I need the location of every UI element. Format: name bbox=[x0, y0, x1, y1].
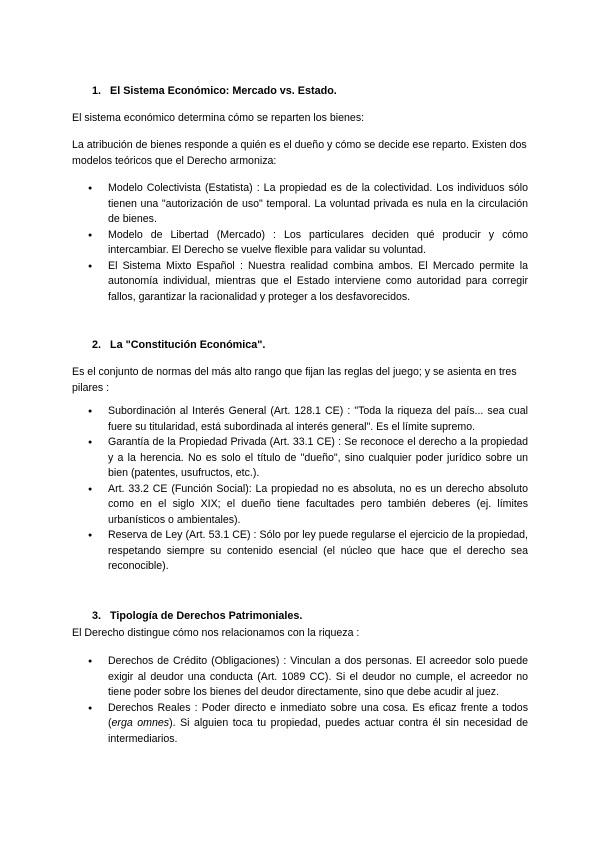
last-bullet-after: ). Si alguien toca tu propiedad, puedes actuar contra él sin necesidad de intermediarios. bbox=[108, 717, 529, 745]
section-1-title: El Sistema Económico: Mercado vs. Estado. bbox=[110, 85, 337, 97]
section-1-intro-1: El sistema económico determina cómo se reparten los bienes: bbox=[72, 112, 365, 124]
list-item: ● Art. 33.2 CE (Función Social): La propiedad no es absoluta, no es un derecho absoluto como en el siglo XIX; el dueño tiene facultades pero también deberes (ej. límites urbanísticos o ambientales). bbox=[0, 482, 528, 529]
list-item: ● Modelo Colectivista (Estatista) : La propiedad es de la colectividad. Los individuos sólo tienen una "autorización de uso" temporal. La voluntad privada es nula en la circulación de bienes. bbox=[0, 181, 528, 228]
section-1-number: 1. bbox=[92, 85, 102, 97]
section-3-number: 3. bbox=[92, 610, 102, 622]
section-2-title: La "Constitución Económica". bbox=[110, 339, 266, 351]
list-item: ● Derechos de Crédito (Obligaciones) : Vinculan a dos personas. El acreedor solo puede exigir al deudor una conducta (Art. 1089 CC). Si el deudor no cumple, el acreedor no tiene poder sobre los bienes del deudor directamente, sino que debe acudir al juez. bbox=[0, 654, 528, 701]
last-bullet-before: Derechos Reales : Poder directo e inmediato sobre una cosa. Es eficaz frente a todos ( bbox=[108, 701, 528, 729]
section-1-bullet-list bbox=[0, 181, 528, 305]
section-1-heading bbox=[92, 84, 337, 100]
list-item: ● El Sistema Mixto Español : Nuestra realidad combina ambos. El Mercado permite la autonomía individual, mientras que el Estado interviene como autoridad para corregir fallos, garantizar la racionalidad y proteger a los desfavorecidos. bbox=[0, 259, 528, 306]
section-3-intro: El Derecho distingue cómo nos relacionamos con la riqueza : bbox=[72, 627, 360, 639]
list-item: ● Modelo de Libertad (Mercado) : Los particulares deciden qué producir y cómo intercambiar. El Derecho se vuelve flexible para validar su voluntad. bbox=[0, 228, 528, 259]
latin-term: erga omnes bbox=[111, 717, 170, 729]
list-item: ● Reserva de Ley (Art. 53.1 CE) : Sólo por ley puede regularse el ejercicio de la propiedad, respetando siempre su contenido esencial (el núcleo que hace que el derecho sea reconocible). bbox=[0, 528, 528, 575]
list-item: ● Subordinación al Interés General (Art. 128.1 CE) : "Toda la riqueza del país... sea cual fuere su titularidad, está subordinada al interés general". Es el límite supremo. bbox=[0, 404, 528, 435]
section-2-heading bbox=[92, 338, 265, 354]
section-2-number: 2. bbox=[92, 339, 102, 351]
section-2-intro: Es el conjunto de normas del más alto rango que fijan las reglas del juego; y se asienta en tres pilares : bbox=[72, 366, 517, 394]
section-3-heading bbox=[92, 609, 302, 625]
list-item: ● Garantía de la Propiedad Privada (Art. 33.1 CE) : Se reconoce el derecho a la propiedad y a la herencia. No es solo el título de "dueño", sino cualquier poder jurídico sobre un bien (patentes, usufructos, etc.). bbox=[0, 435, 528, 482]
section-2-bullet-list bbox=[0, 404, 528, 575]
list-item bbox=[0, 701, 528, 748]
section-3-title: Tipología de Derechos Patrimoniales. bbox=[110, 610, 303, 622]
section-1-intro-2: La atribución de bienes responde a quién es el dueño y cómo se decide ese reparto. Existen dos modelos teóricos que el Derecho armoniza: bbox=[72, 139, 527, 167]
section-3-bullet-list bbox=[0, 654, 528, 747]
